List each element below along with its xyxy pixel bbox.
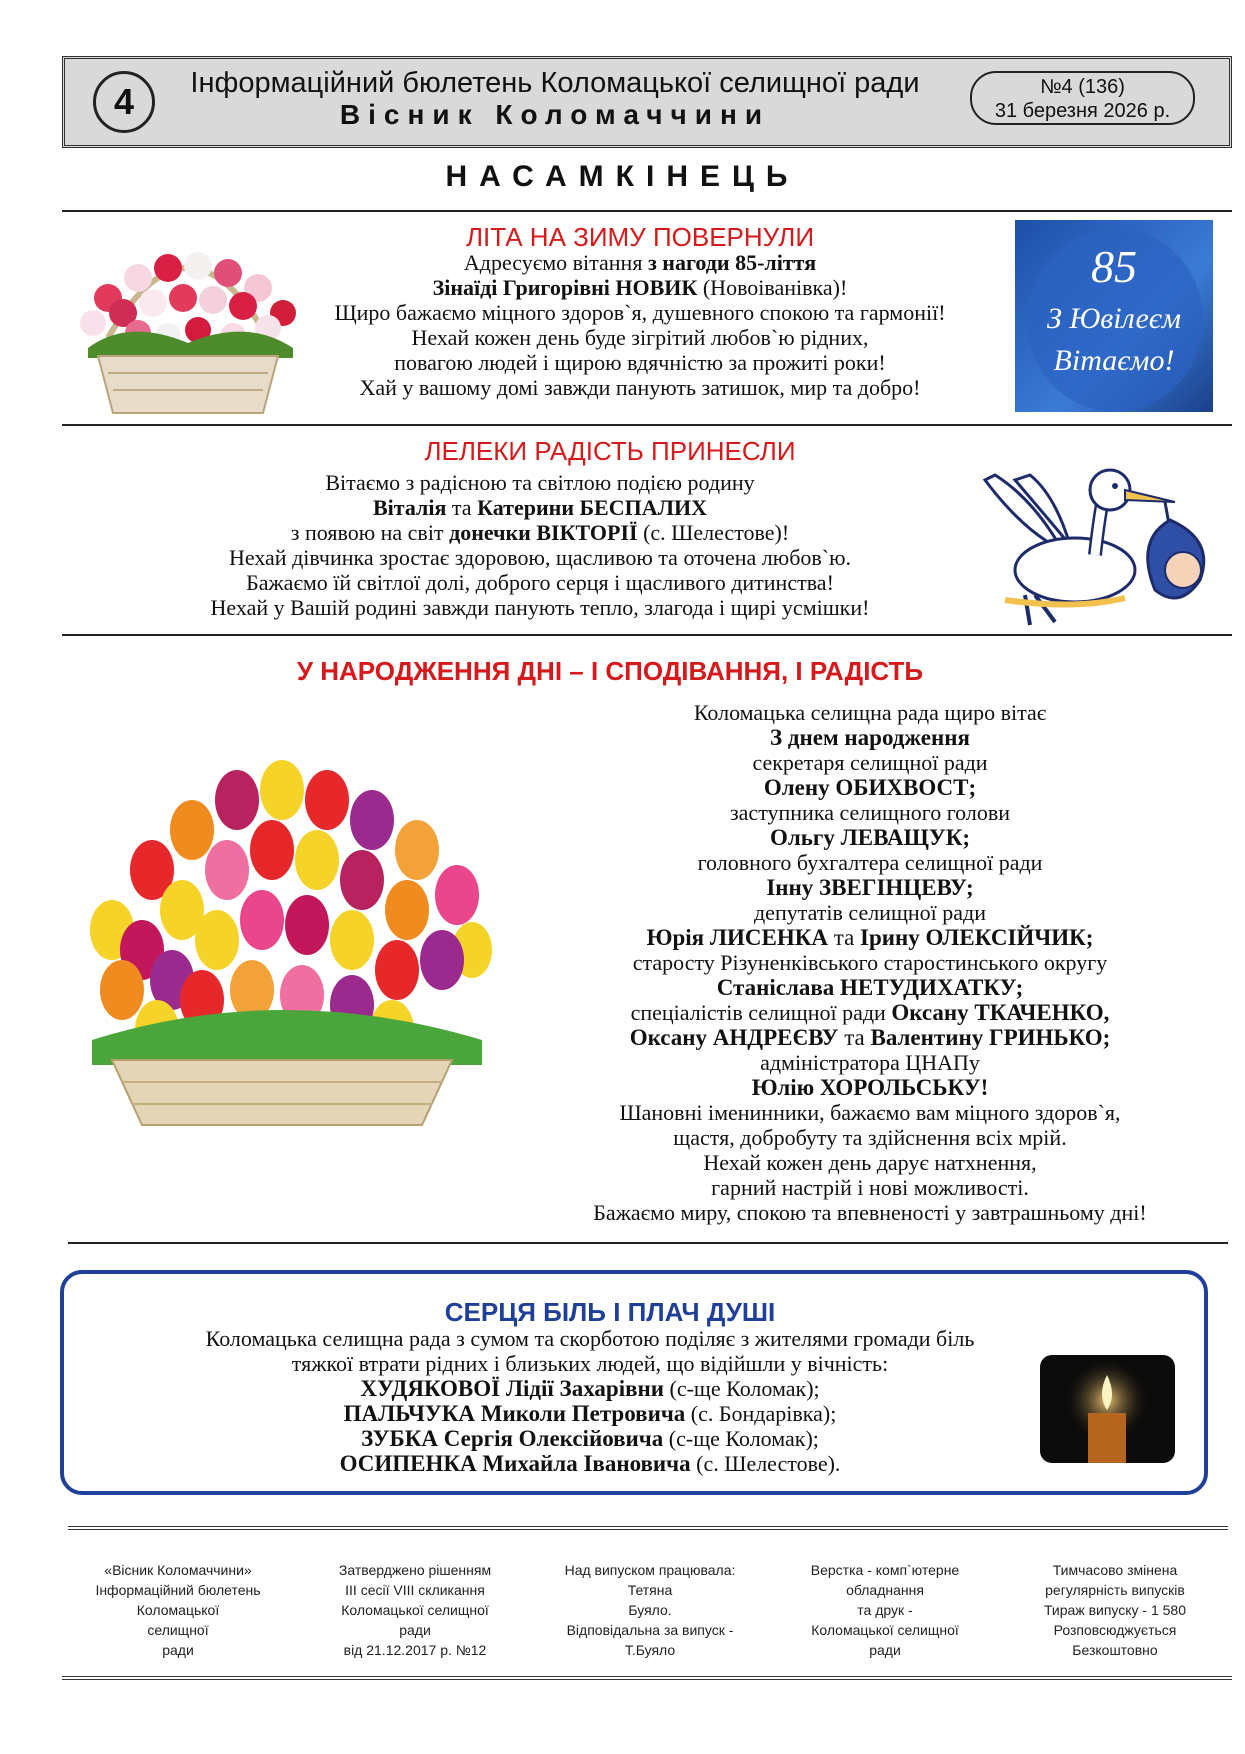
section-title: НАСАМКІНЕЦЬ [445, 160, 800, 193]
footer-col-editor: Над випуском працювала: Тетяна Буяло. Відповідальна за випуск - Т.Буяло [564, 1562, 736, 1658]
footer-col-approval: Затверджено рішенням III сесії VIII скликання Коломацької селищної ради від 21.12.2017 р. №12 [338, 1562, 492, 1658]
jubilee-number: 85 [1091, 241, 1137, 292]
tulip-bouquet-image [62, 720, 502, 1140]
footer-col-printing: Верстка - комп`ютерне обладнання та друк - Коломацької селищної ради [810, 1562, 960, 1658]
birthday-title: У НАРОДЖЕННЯ ДНІ – І СПОДІВАННЯ, І РАДІСТЬ [296, 656, 924, 686]
candle-icon [1040, 1355, 1175, 1463]
footer-divider [68, 1526, 1228, 1530]
birthday-85-title: ЛІТА НА ЗИМУ ПОВЕРНУЛИ [465, 222, 815, 252]
divider [62, 634, 1232, 636]
birthday-85-text: Адресуємо вітання з нагоди 85-ліття Зінаїді Григорівні НОВИК (Новоіванівка)! Щиро бажаємо міцного здоров`я, душевного спокою та гармонії! Нехай кожен день буде зігрітий любов`ю рідних, повагою людей і щирою вдячністю за прожиті роки! Хай у вашому домі завжди панують затишок, мир та добро! [334, 250, 946, 400]
footer-bottom-divider [62, 1676, 1232, 1680]
footer-col-bulletin: «Вісник Коломаччини» Інформаційний бюлетень Коломацької селищної ради [95, 1562, 261, 1658]
divider [62, 424, 1232, 426]
footer-col-circulation: Тимчасово змінена регулярність випусків Тираж випуску - 1 580 Розповсюджується Безкоштовно [1043, 1562, 1187, 1658]
issue-number: №4 (136) [1040, 76, 1125, 98]
page-number: 4 [93, 71, 155, 133]
page-header [62, 56, 1232, 148]
divider [62, 210, 1232, 212]
newborn-title: ЛЕЛЕКИ РАДІСТЬ ПРИНЕСЛИ [424, 436, 796, 466]
tulip-basket-image [68, 218, 308, 418]
bulletin-name: Інформаційний бюлетень Коломацької селищної ради [190, 67, 920, 99]
issue-info [970, 71, 1195, 125]
condolence-title: СЕРЦЯ БІЛЬ І ПЛАЧ ДУШІ [444, 1297, 776, 1327]
newspaper-title: Вісник Коломаччини [339, 99, 771, 130]
condolence-text: Коломацька селищна рада з сумом та скорботою поділяє з жителями громади біль тяжкої втрати рідних і близьких людей, що відійшли у вічність: ХУДЯКОВОЇ Лідії Захарівни (с-ще Коломак); ПАЛЬЧУКА Миколи Петровича (с. Бондарівка); ЗУБКА Сергія Олексійовича (с-ще Коломак); ОСИПЕНКА Михайла Івановича (с. Шелестове). [205, 1326, 975, 1476]
birthday-text: Коломацька селищна рада щиро вітає З днем народження секретаря селищної ради Олену ОБИХВОСТ; заступника селищного голови Ольгу ЛЕВАЩУК; головного бухгалтера селищної ради Інну ЗВЕГІНЦЕВУ; депутатів селищної ради Юрія ЛИСЕНКА та Ірину ОЛЕКСІЙЧИК; старосту Різуненківського старостинського округу Станіслава НЕТУДИХАТКУ; спеціалістів селищної ради Оксану ТКАЧЕНКО, Оксану АНДРЕЄВУ та Валентину ГРИНЬКО; адміністратора ЦНАПу Юлію ХОРОЛЬСЬКУ! Шановні іменинники, бажаємо вам міцного здоров`я, щастя, добробуту та здійснення всіх мрій. Нехай кожен день дарує натхнення, гарний настрій і нові можливості. Бажаємо миру, спокою та впевненості у завтрашньому дні! [593, 700, 1147, 1225]
jubilee-card [1015, 220, 1213, 412]
jubilee-line1: З Ювілеєм [1046, 302, 1182, 335]
divider [68, 1242, 1228, 1244]
issue-date: 31 березня 2026 р. [994, 100, 1171, 122]
newborn-text: Вітаємо з радісною та світлою подією родину Віталія та Катерини БЕСПАЛИХ з появою на світ донечки ВІКТОРІЇ (с. Шелестове)! Нехай дівчинка зростає здоровою, щасливою та оточена любов`ю. Бажаємо їй світлої долі, доброго серця і щасливого дитинства! Нехай у Вашій родині завжди панують тепло, злагода і щирі усмішки! [210, 470, 870, 620]
jubilee-line2: Вітаємо! [1053, 344, 1175, 377]
stork-baby-image [975, 460, 1220, 630]
